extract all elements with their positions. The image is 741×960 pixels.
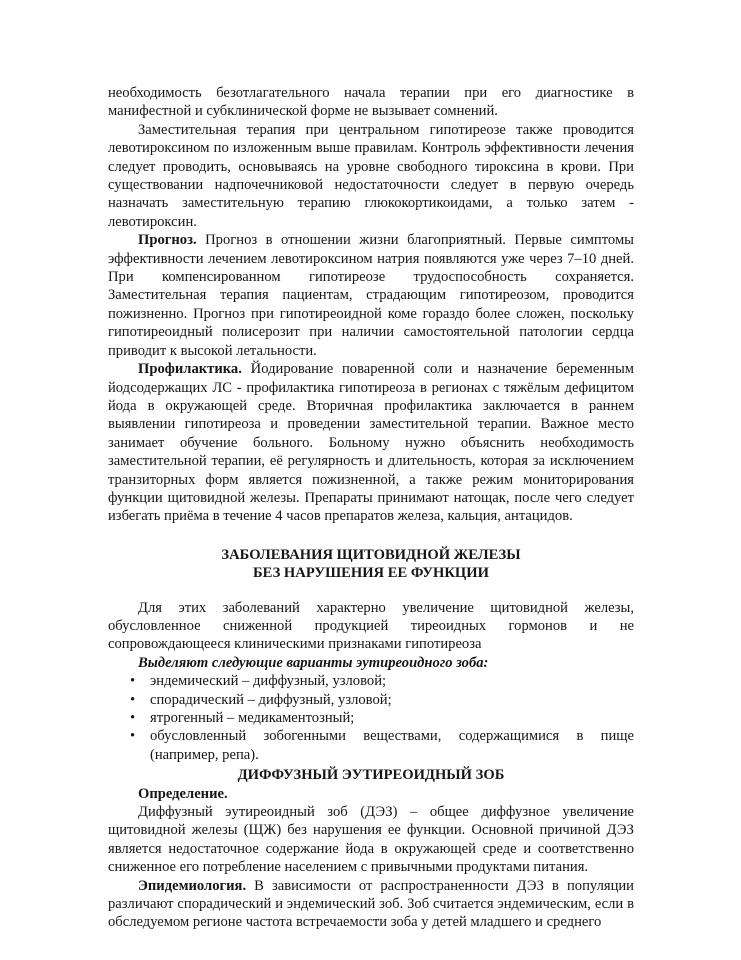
- epidemiology-label: Эпидемиология.: [138, 877, 247, 894]
- prophylaxis-text: Йодирование поваренной соли и назначение беременным йодсодержащих ЛС - профилактика гипотиреоза в регионах с тяжёлым дефицитом йода в окружающей среде. Вторичная профилактика заключается в раннем выявлении гипотиреоза и проведении заместительной терапии. Важное место занимает обучение больного. Больному нужно объяснить необходимость заместительной терапии, её регулярность и длительность, которая за исключением транзиторных форм является пожизненной, а также режим мониторирования функции щитовидной железы. Препараты принимают натощак, после чего следует избегать приёма в течение 4 часов препаратов железа, кальция, антацидов.: [108, 361, 634, 525]
- paragraph-epidemiology: [108, 877, 634, 932]
- variants-list: [108, 672, 634, 764]
- paragraph-definition: Диффузный эутиреоидный зоб (ДЭЗ) – общее диффузное увеличение щитовидной железы (ЩЖ) без нарушения ее функции. Основной причиной ДЭЗ является недостаточное содержание йода в окружающей среде и соответственно сниженное его потребление населением с привычными продуктами питания.: [108, 804, 634, 876]
- epidemiology-text: В зависимости от распространенности ДЭЗ в популяции различают спорадический и эндемический зоб. Зоб считается эндемическим, если в обследуемом регионе частота встречаемости зоба у детей младшего и среднего: [108, 877, 634, 931]
- list-item: • спорадический – диффузный, узловой;: [108, 691, 634, 709]
- definition-heading: Определение.: [138, 785, 228, 802]
- variants-heading: Выделяют следующие варианты эутиреоидного зоба:: [138, 654, 489, 671]
- prophylaxis-label: Профилактика.: [138, 361, 242, 378]
- section-title-line1: ЗАБОЛЕВАНИЯ ЩИТОВИДНОЙ ЖЕЛЕЗЫ: [221, 546, 521, 563]
- prognosis-text: Прогноз в отношении жизни благоприятный. Первые симптомы эффективности лечением левотироксином натрия появляются уже через 7–10 дней. При компенсированном гипотиреозе трудоспособность сохраняется. Заместительная терапия пациентам, страдающим гипотиреозом, проводится пожизненно. Прогноз при гипотиреоидной коме гораздо более сложен, поскольку гипотиреоидный полисерозит при наличии самостоятельной патологии сердца приводит к высокой летальности.: [108, 232, 634, 359]
- subsection-title: ДИФФУЗНЫЙ ЭУТИРЕОИДНЫЙ ЗОБ: [237, 767, 505, 784]
- paragraph-therapy-continuation: необходимость безотлагательного начала терапии при его диагностике в манифестной и субклинической форме не вызывает сомнений.: [108, 85, 634, 120]
- list-item: • эндемический – диффузный, узловой;: [108, 672, 634, 690]
- spacer: [108, 583, 634, 599]
- section-title-line2: БЕЗ НАРУШЕНИЯ ЕЕ ФУНКЦИИ: [253, 565, 489, 582]
- paragraph-prophylaxis: [108, 360, 634, 526]
- prognosis-label: Прогноз.: [138, 232, 197, 249]
- paragraph-central-hypothyroidism: Заместительная терапия при центральном гипотиреозе также проводится левотироксином по изложенным выше правилам. Контроль эффективности лечения следует проводить, основываясь на уровне свободного тироксина в крови. При существовании надпочечниковой недостаточности следует в первую очередь назначать заместительную терапию глюкокортикоидами, а только затем - левотироксин.: [108, 121, 634, 230]
- list-item: • ятрогенный – медикаментозный;: [108, 709, 634, 727]
- paragraph-prognosis: [108, 231, 634, 360]
- list-item: • обусловленный зобогенными веществами, содержащимися в пище (например, репа).: [108, 727, 634, 764]
- paragraph-intro: Для этих заболеваний характерно увеличение щитовидной железы, обусловленное сниженной продукцией тиреоидных гормонов и не сопровождающееся клиническими признаками гипотиреоза: [108, 599, 634, 653]
